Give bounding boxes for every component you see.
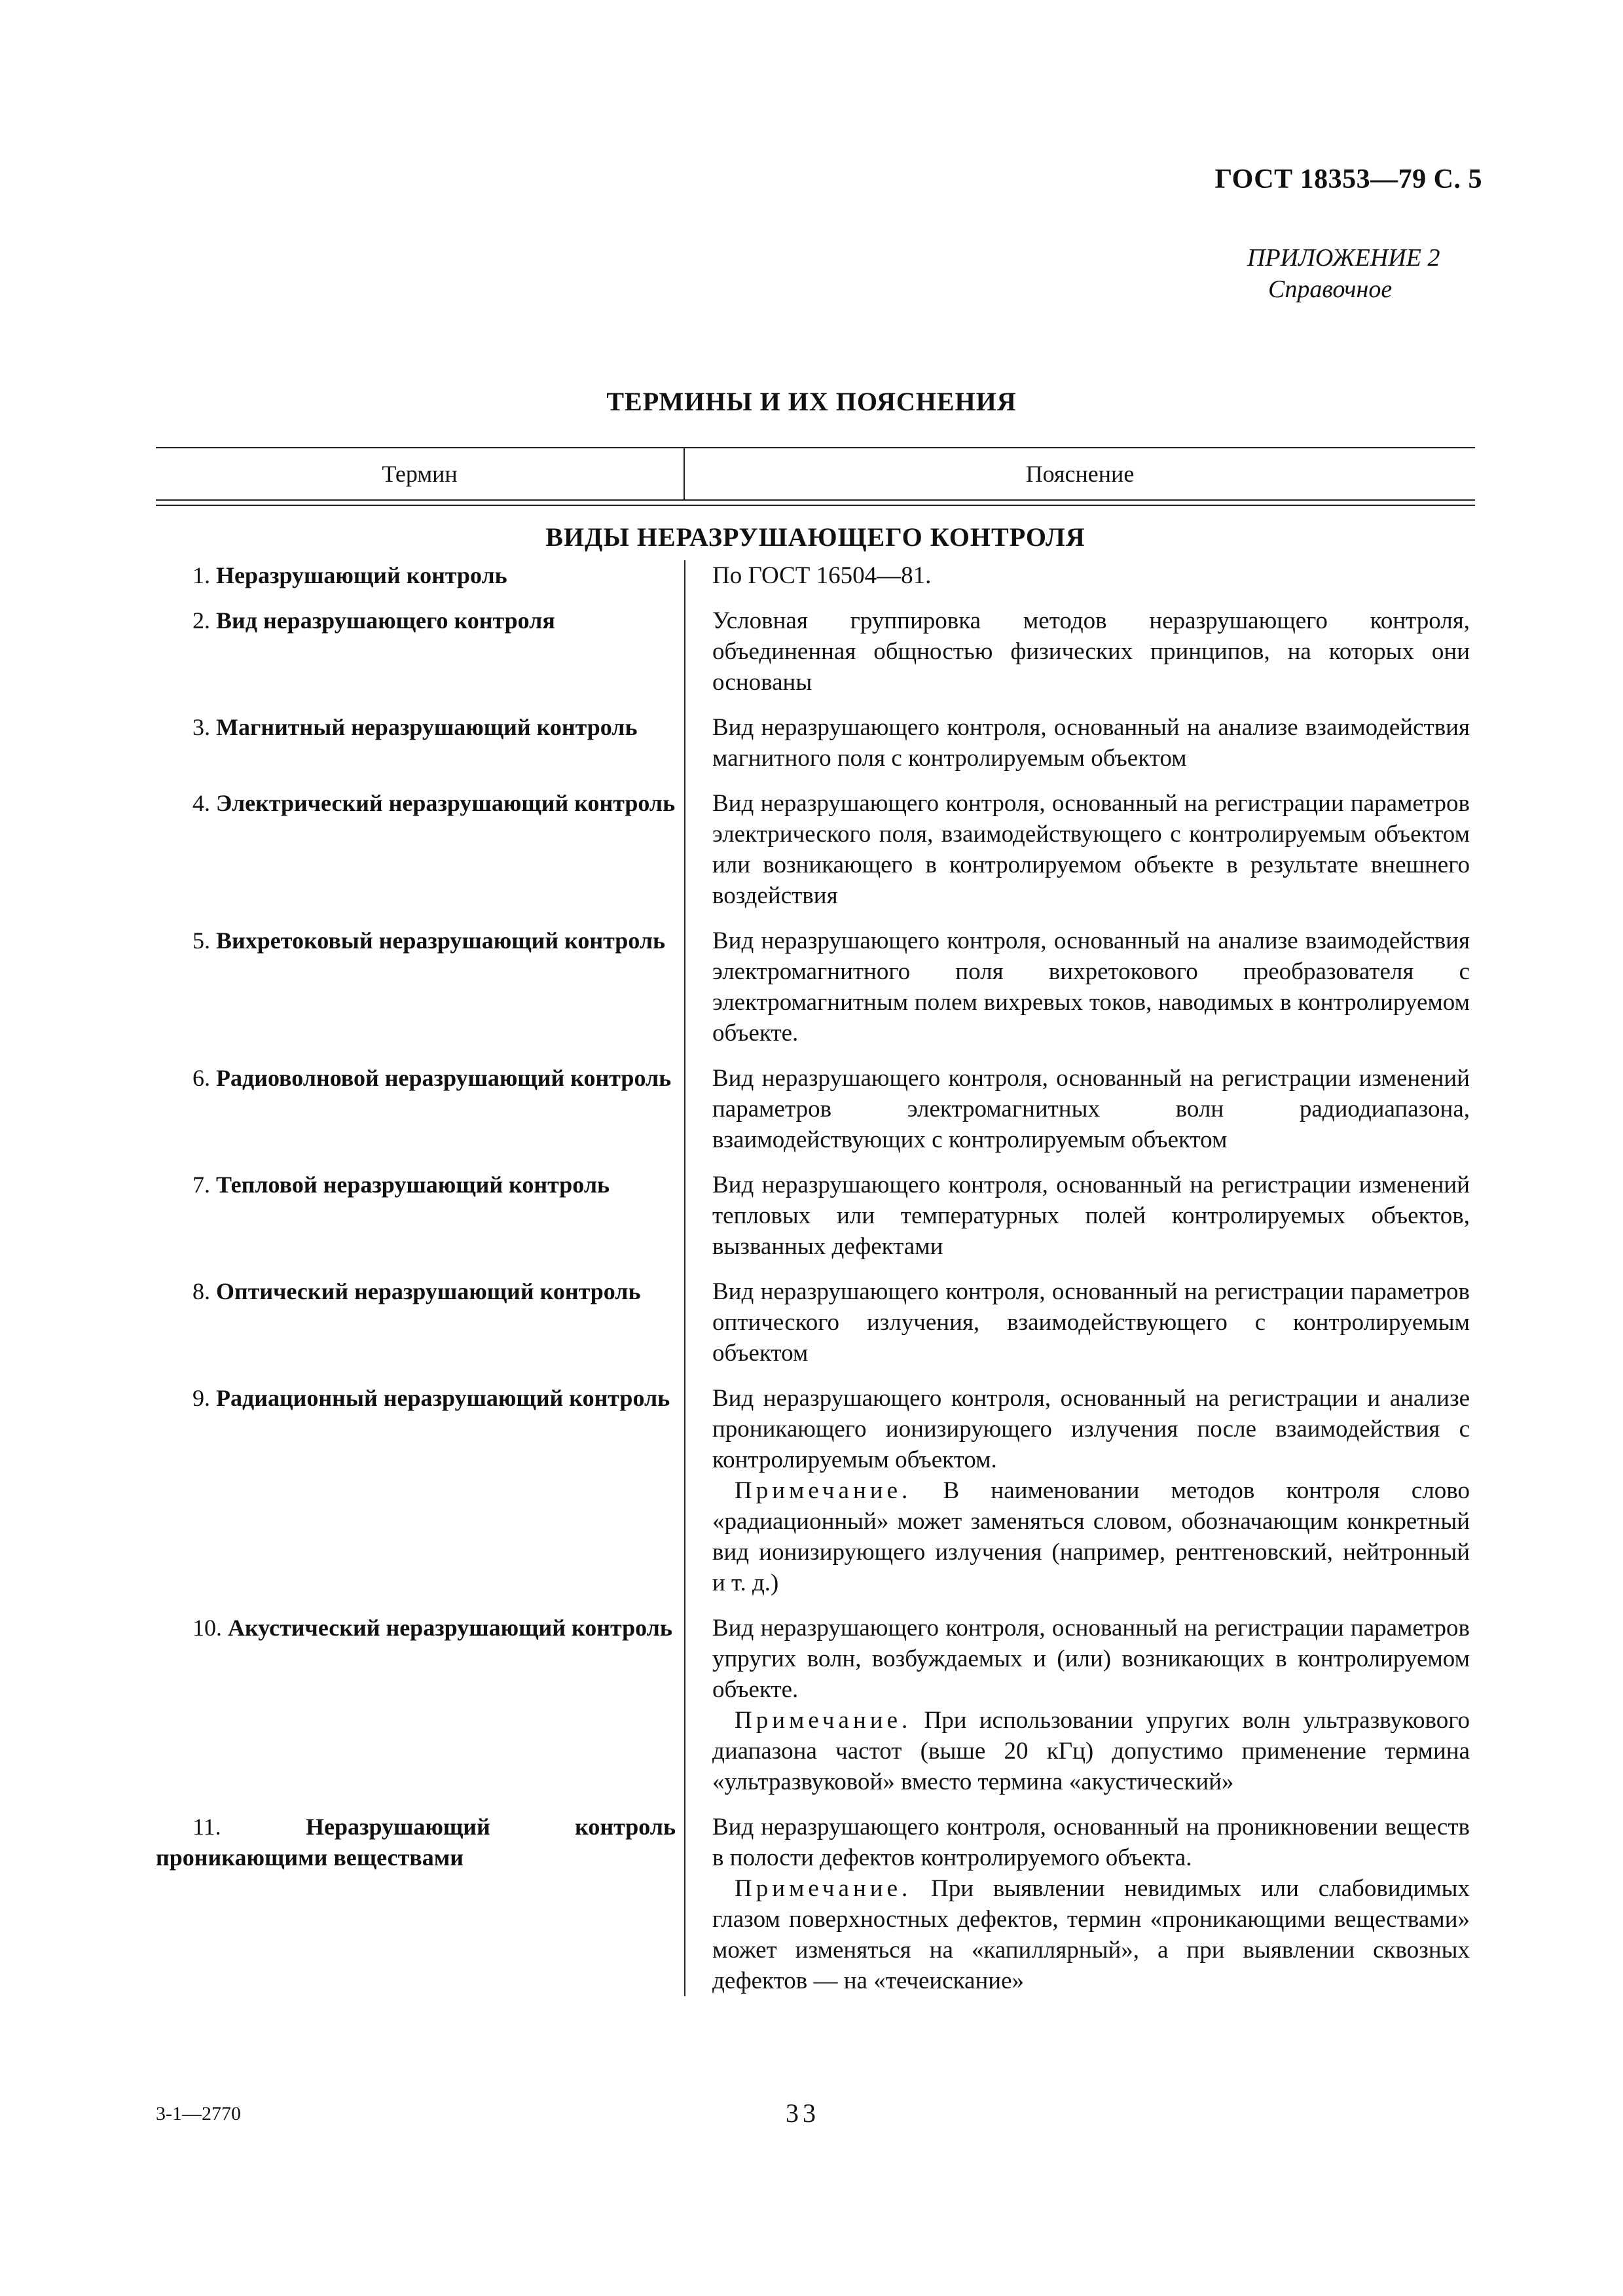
table-row <box>156 1276 1475 1369</box>
footer-print-code: 3-1—2770 <box>156 2103 241 2125</box>
term-number: 11. <box>192 1814 221 1840</box>
term-cell <box>156 1383 685 1598</box>
terms-table <box>156 447 1475 2011</box>
page-number: 33 <box>786 2098 820 2128</box>
table-row <box>156 925 1475 1049</box>
table-row <box>156 560 1475 591</box>
term-cell <box>156 1812 685 1996</box>
term-number: 7. <box>192 1172 210 1198</box>
term-name: Вид неразрушающего контроля <box>216 607 555 634</box>
explanation-cell <box>685 560 1475 591</box>
explanation-text: Вид неразрушающего контроля, основанный на регистрации параметров упругих волн, возбуждаемых и (или) возникающих в контролируемом объекте. <box>712 1615 1470 1703</box>
term-name: Неразрушающий контроль <box>216 562 507 588</box>
term-cell <box>156 1613 685 1797</box>
appendix-block <box>1247 242 1440 305</box>
term-cell <box>156 1170 685 1262</box>
term-number: 10. <box>192 1615 222 1641</box>
explanation-note <box>712 1475 1470 1598</box>
explanation-text: Вид неразрушающего контроля, основанный на регистрации и анализе проникающего ионизирующего излучения после взаимодействия с контролируемым объектом. <box>712 1385 1470 1473</box>
term-cell <box>156 560 685 591</box>
table-header <box>156 447 1475 499</box>
appendix-label: ПРИЛОЖЕНИЕ 2 <box>1247 244 1440 272</box>
term-number: 5. <box>192 927 210 954</box>
term-name: Радиационный неразрушающий контроль <box>216 1385 670 1411</box>
term-name: Радиоволновой неразрушающий контроль <box>216 1065 672 1091</box>
explanation-text: Вид неразрушающего контроля, основанный на регистрации изменений тепловых или температурных полей контролируемых объектов, вызванных дефектами <box>712 1172 1470 1260</box>
note-text: В наименовании методов контроля слово «радиационный» может заменяться словом, обозначающим конкретный вид ионизирующего излучения (например, рентгеновский, нейтронный и т. д.) <box>712 1477 1470 1596</box>
explanation-text: Вид неразрушающего контроля, основанный на анализе взаимодействия магнитного поля с контролируемым объектом <box>712 714 1470 772</box>
term-name: Магнитный неразрушающий контроль <box>216 714 638 740</box>
explanation-text: Условная группировка методов неразрушающего контроля, объединенная общностью физических принципов, на которых они основаны <box>712 607 1470 696</box>
explanation-cell <box>685 605 1475 698</box>
explanation-text: Вид неразрушающего контроля, основанный на регистрации изменений параметров электромагнитных волн радиодиапазона, взаимодействующих с контролируемым объектом <box>712 1065 1470 1153</box>
appendix-type: Справочное <box>1268 276 1393 303</box>
explanation-cell <box>685 1613 1475 1797</box>
term-name: Оптический неразрушающий контроль <box>216 1278 641 1304</box>
explanation-cell <box>685 1383 1475 1598</box>
section-title: ВИДЫ НЕРАЗРУШАЮЩЕГО КОНТРОЛЯ <box>545 522 1085 552</box>
term-name: Неразрушающий контроль проникающими веществами <box>156 1814 676 1871</box>
note-label: Примечание. <box>735 1477 912 1504</box>
table-row <box>156 1063 1475 1155</box>
term-number: 8. <box>192 1278 210 1304</box>
explanation-text: Вид неразрушающего контроля, основанный на регистрации параметров оптического излучения, взаимодействующего с контролируемым объектом <box>712 1278 1470 1367</box>
table-row <box>156 788 1475 911</box>
explanation-cell <box>685 1063 1475 1155</box>
note-label: Примечание. <box>735 1875 912 1902</box>
explanation-cell <box>685 788 1475 911</box>
table-body <box>156 560 1475 1996</box>
term-cell <box>156 712 685 774</box>
note-text: При выявлении невидимых или слабовидимых глазом поверхностных дефектов, термин «проникающими веществами» может изменяться на «капиллярный», а при выявлении сквозных дефектов — на «течеискание» <box>712 1875 1470 1994</box>
page-header-title: ГОСТ 18353—79 С. 5 <box>1214 164 1482 194</box>
term-cell <box>156 605 685 698</box>
explanation-cell <box>685 1812 1475 1996</box>
term-number: 4. <box>192 790 210 816</box>
explanation-note <box>712 1873 1470 1996</box>
term-number: 3. <box>192 714 210 740</box>
explanation-cell <box>685 925 1475 1049</box>
term-name: Вихретоковый неразрушающий контроль <box>216 927 666 954</box>
term-number: 6. <box>192 1065 210 1091</box>
term-cell <box>156 1276 685 1369</box>
column-header-explanation: Пояснение <box>1025 461 1135 487</box>
table-row <box>156 605 1475 698</box>
table-row <box>156 1613 1475 1797</box>
explanation-cell <box>685 1276 1475 1369</box>
table-row <box>156 1812 1475 1996</box>
note-label: Примечание. <box>735 1707 912 1734</box>
term-cell <box>156 1063 685 1155</box>
note-text: При использовании упругих волн ультразвукового диапазона частот (выше 20 кГц) допустимо применение термина «ультразвуковой» вместо термина «акустический» <box>712 1707 1470 1795</box>
explanation-note <box>712 1705 1470 1797</box>
explanation-text: Вид неразрушающего контроля, основанный на анализе взаимодействия электромагнитного поля вихретокового преобразователя с электромагнитным полем вихревых токов, наводимых в контролируемом объекте. <box>712 927 1470 1047</box>
column-header-term: Термин <box>156 448 685 499</box>
explanation-text: Вид неразрушающего контроля, основанный на регистрации параметров электрического поля, взаимодействующего с контролируемым объектом или возникающего в контролируемом объекте в результате внешнего воздействия <box>712 790 1470 909</box>
term-number: 2. <box>192 607 210 634</box>
term-name: Акустический неразрушающий контроль <box>228 1615 672 1641</box>
table-row <box>156 1383 1475 1598</box>
term-name: Тепловой неразрушающий контроль <box>216 1172 610 1198</box>
term-name: Электрический неразрушающий контроль <box>216 790 676 816</box>
term-cell <box>156 788 685 911</box>
explanation-cell <box>685 712 1475 774</box>
explanation-text: По ГОСТ 16504—81. <box>712 562 932 589</box>
header-double-rule <box>156 499 1475 506</box>
explanation-text: Вид неразрушающего контроля, основанный на проникновении веществ в полости дефектов контролируемого объекта. <box>712 1814 1470 1871</box>
term-number: 9. <box>192 1385 210 1411</box>
table-row <box>156 712 1475 774</box>
document-title: ТЕРМИНЫ И ИХ ПОЯСНЕНИЯ <box>606 387 1017 416</box>
explanation-cell <box>685 1170 1475 1262</box>
table-row <box>156 1170 1475 1262</box>
term-cell <box>156 925 685 1049</box>
term-number: 1. <box>192 562 210 588</box>
